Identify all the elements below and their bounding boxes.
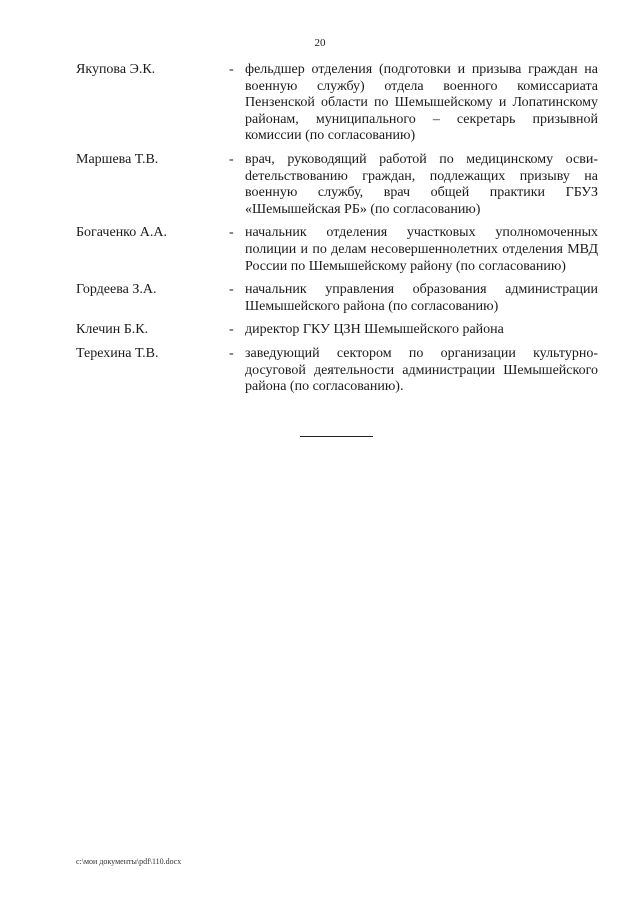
member-row xyxy=(76,346,598,396)
member-role: врач, руководящий работой по медицинскому освиdетельствованию граждан, подлежащих призыву на военную службу, врач общей практики ГБУЗ «Шемышейская РБ» (по согласованию) xyxy=(245,151,598,217)
member-role: начальник отделения участковых уполномоченных полиции и по делам несовершеннолетних отделения МВД России по Шемышейскому району (по согласованию) xyxy=(245,225,598,274)
member-name: Богаченко А.А. xyxy=(76,225,167,241)
member-role: директор ГКУ ЦЗН Шемышейского района xyxy=(245,322,504,338)
member-dash: - xyxy=(229,151,234,167)
member-name: Гордеева З.А. xyxy=(76,282,157,298)
member-dash: - xyxy=(229,345,234,361)
member-dash: - xyxy=(229,225,234,241)
member-name: Клечин Б.К. xyxy=(76,322,149,338)
footer-file-path: c:\мои документы\pdf\110.docx xyxy=(76,857,182,866)
member-role: начальник управления образования администрации Шемышейского района (по согласованию) xyxy=(245,282,598,314)
member-row xyxy=(76,322,598,339)
member-name: Терехина Т.В. xyxy=(76,345,159,361)
commission-members-list xyxy=(76,62,598,403)
member-dash: - xyxy=(229,62,234,77)
member-dash: - xyxy=(229,282,234,298)
member-row xyxy=(76,282,598,315)
member-row xyxy=(76,225,598,275)
member-role: фельдшер отделения (подготовки и призыва граждан на военную службу) отдела военного комиссариата Пензенской области по Шемышейскому и Лопатинскому районам, муниципального – секретарь призывной комиссии (по согласованию) xyxy=(245,62,598,144)
member-dash: - xyxy=(229,322,234,338)
member-row xyxy=(76,152,598,218)
end-separator-line xyxy=(300,436,373,437)
member-name: Маршева Т.В. xyxy=(76,151,159,167)
member-role: заведующий сектором по организации культурно-досуговой деятельности администрации Шемышейского района (по согласованию). xyxy=(245,345,598,395)
member-name: Якупова Э.К. xyxy=(76,62,156,77)
page-number: 20 xyxy=(314,37,326,49)
member-row xyxy=(76,62,598,145)
